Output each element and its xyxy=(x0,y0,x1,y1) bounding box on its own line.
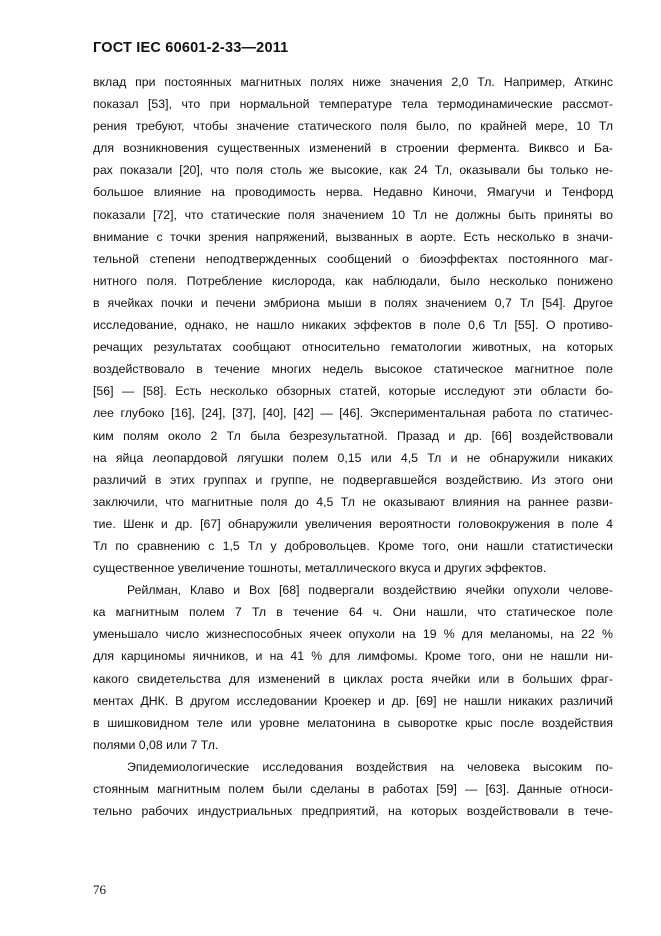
text-line: большое влияние на проводимость нерва. Недавно Киночи, Ямагучи и Тенфорд xyxy=(93,185,613,200)
text-line: ка магнитным полем 7 Тл в течение 64 ч. Они нашли, что статическое поле xyxy=(93,605,613,620)
text-line: тельно рабочих индустриальных предприятий, на которых воздействовали в тече- xyxy=(93,804,613,819)
text-line: полями 0,08 или 7 Тл. xyxy=(93,737,219,752)
text-line: заключили, что магнитные поля до 4,5 Тл не оказывают влияния на раннее разви- xyxy=(93,494,613,509)
document-header: ГОСТ IEC 60601-2-33—2011 xyxy=(93,40,289,56)
text-line: в ячейках почки и печени эмбриона мыши в полях значением 0,7 Тл [54]. Другое xyxy=(93,295,613,310)
text-line: речащих результатах сообщают относительно гематологии животных, на которых xyxy=(93,340,613,355)
text-line: вклад при постоянных магнитных полях ниже значения 2,0 Тл. Например, Аткинс xyxy=(93,75,613,89)
text-line: ментах ДНК. В другом исследовании Кроекер и др. [69] не нашли никаких различий xyxy=(93,693,613,708)
text-line: показали [72], что статические поля значением 10 Тл не должны быть приняты во xyxy=(93,207,613,222)
text-line: тие. Шенк и др. [67] обнаружили увеличения вероятности головокружения в поле 4 xyxy=(93,516,613,531)
text-line: в шишковидном теле или уровне мелатонина в сыворотке крыс после воздействия xyxy=(93,715,613,730)
text-line: ким полям около 2 Тл была безрезультатной. Празад и др. [66] воздействовали xyxy=(93,428,613,443)
text-line: существенное увеличение тошноты, металлического вкуса и других эффектов. xyxy=(93,561,547,576)
text-line: для карциномы яичников, и на 41 % для лимфомы. Кроме того, они не нашли ни- xyxy=(93,649,613,664)
text-line: для возникновения существенных изменений в строении фермента. Виквсо и Ба- xyxy=(93,141,613,156)
text-line: показал [53], что при нормальной температуре тела термодинамические рассмот- xyxy=(93,97,613,112)
text-line: исследование, однако, не нашло никаких эффектов в поле 0,6 Тл [55]. О противо- xyxy=(93,318,613,333)
text-line: лее глубоко [16], [24], [37], [40], [42] — [46]. Экспериментальная работа по статичес- xyxy=(93,406,613,421)
text-line: нитного поля. Потребление кислорода, как наблюдали, было несколько понижено xyxy=(93,273,613,288)
text-line: различий в этих группах и группе, не подвергавшейся воздействию. Из этого они xyxy=(93,472,613,487)
text-line: какого свидетельства для изменений в циклах роста ячейки или в больших фраг- xyxy=(93,671,613,686)
text-line: уменьшало число жизнеспособных ячеек опухоли на 19 % для меланомы, на 22 % xyxy=(93,627,613,642)
text-line: рах показали [20], что поля столь же высокие, как 24 Тл, оказывали бы только не- xyxy=(93,163,613,178)
text-line: на яйца леопардовой лягушки полем 0,15 или 4,5 Тл и не обнаружили никаких xyxy=(93,450,613,465)
body-text xyxy=(93,71,613,822)
text-line: [56] — [58]. Есть несколько обзорных статей, которые исследуют эти области бо- xyxy=(93,384,613,399)
paragraph-2 xyxy=(93,579,613,756)
text-line: рения требуют, чтобы значение статического поля было, по крайней мере, 10 Тл xyxy=(93,119,613,134)
text-line: воздействовало в течение многих недель высокое статическое магнитное поле xyxy=(93,362,613,377)
text-line: внимание с точки зрения напряжений, вызванных в аорте. Есть несколько в значи- xyxy=(93,229,613,244)
page-number: 76 xyxy=(93,882,106,897)
text-line: Тл по сравнению с 1,5 Тл у добровольцев. Кроме того, они нашли статистически xyxy=(93,538,613,553)
text-line: Рейлман, Клаво и Вох [68] подвергали воздействию ячейки опухоли челове- xyxy=(127,583,613,598)
text-line: Эпидемиологические исследования воздействия на человека высоким по- xyxy=(127,759,613,774)
text-line: тельной степени неподтвержденных сообщений о биоэффектах постоянного маг- xyxy=(93,251,613,266)
paragraph-1 xyxy=(93,71,613,579)
text-line: стоянным магнитным полем были сделаны в работах [59] — [63]. Данные относи- xyxy=(93,782,613,796)
paragraph-3 xyxy=(93,756,613,822)
